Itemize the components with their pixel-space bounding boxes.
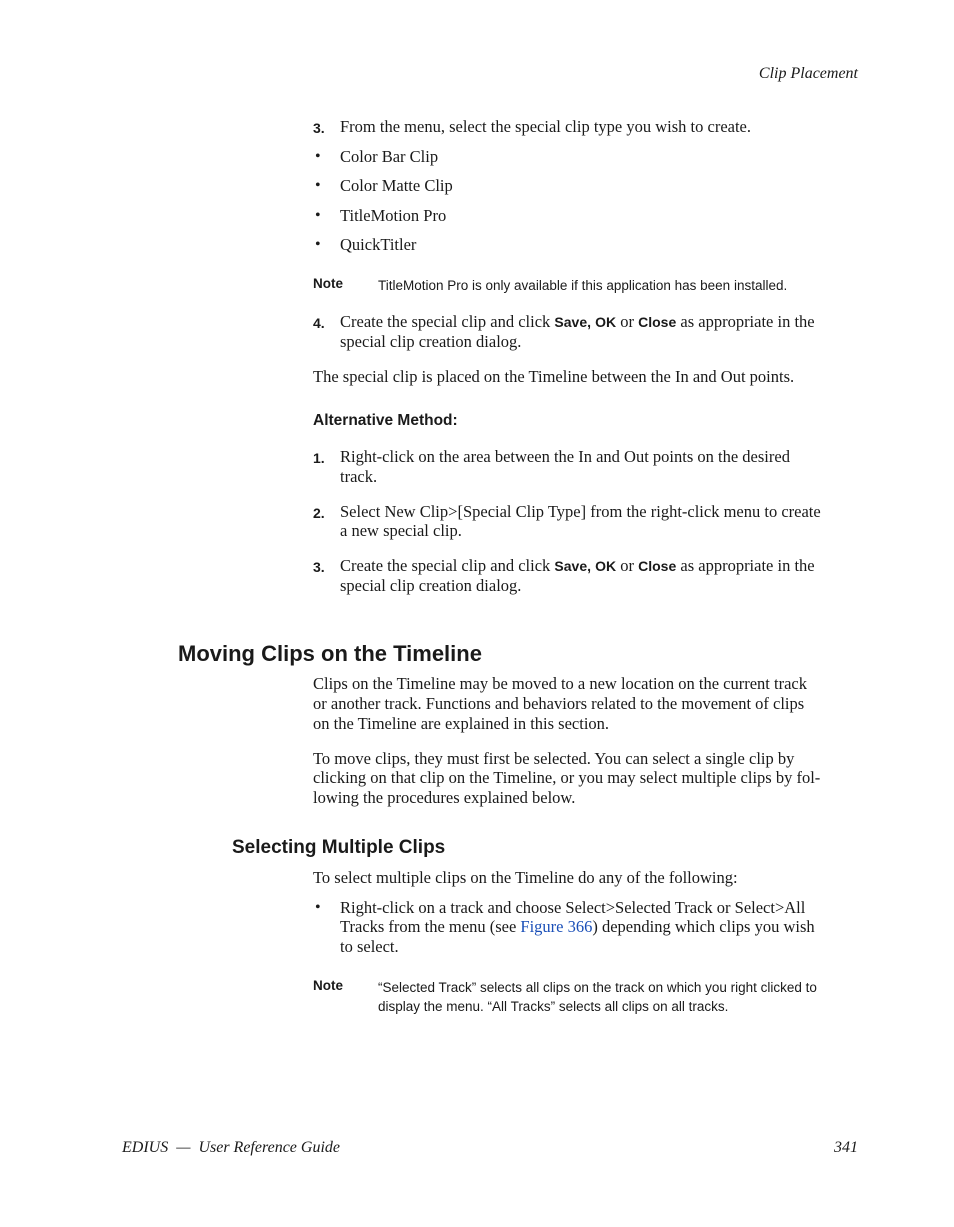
body-line: or another track. Functions and behaviors related to the movement of clips: [313, 694, 805, 713]
step-text-line2: special clip creation dialog.: [340, 332, 522, 351]
body-paragraph: To select multiple clips on the Timeline do any of the following:: [313, 868, 738, 887]
step-text-line2: special clip creation dialog.: [340, 576, 522, 595]
step-text-part: or: [616, 312, 639, 331]
body-line: To move clips, they must first be selected. You can select a single clip by: [313, 749, 795, 768]
step-number: 2.: [313, 505, 325, 521]
running-header: Clip Placement: [758, 65, 858, 82]
step-text: Right-click on the area between the In and Out points on the desired: [340, 447, 790, 466]
list-item-line2: [340, 917, 815, 937]
body-line: lowing the procedures explained below.: [313, 788, 576, 807]
ok-ui-label: OK: [595, 558, 617, 574]
step-number: 4.: [313, 315, 325, 331]
list-item: TitleMotion Pro: [340, 206, 447, 225]
note-label: Note: [313, 276, 343, 291]
list-item: Color Matte Clip: [340, 176, 453, 195]
step-text-part: Create the special clip and click: [340, 556, 555, 575]
step-text-part: or: [616, 556, 639, 575]
page-number: 341: [834, 1139, 858, 1156]
bullet: •: [315, 148, 321, 165]
body-paragraph: The special clip is placed on the Timeline between the In and Out points.: [313, 367, 795, 386]
list-item: QuickTitler: [340, 235, 417, 254]
close-ui-label: Close: [638, 314, 677, 330]
note-text: “Selected Track” selects all clips on the track on which you right clicked to: [378, 980, 817, 995]
note-text-line2: display the menu. “All Tracks” selects all clips on all tracks.: [378, 999, 729, 1014]
step-text: [340, 556, 815, 576]
close-ui-label: Close: [638, 558, 677, 574]
step-text-line2: a new special clip.: [340, 521, 462, 540]
subsection-heading: Selecting Multiple Clips: [232, 837, 446, 858]
list-item: Color Bar Clip: [340, 147, 439, 166]
list-item-part: Tracks from the menu (see: [340, 917, 521, 936]
note-text: TitleMotion Pro is only available if this application has been installed.: [378, 278, 788, 293]
bullet: •: [315, 236, 321, 253]
section-heading: Moving Clips on the Timeline: [178, 641, 482, 666]
ok-ui-label: OK: [595, 314, 617, 330]
bullet: •: [315, 899, 321, 916]
save-ui-label: Save,: [554, 558, 591, 574]
step-number: 3.: [313, 120, 325, 136]
step-text: From the menu, select the special clip type you wish to create.: [340, 117, 752, 136]
note-label: Note: [313, 978, 343, 993]
footer-title: EDIUS — User Reference Guide: [122, 1139, 341, 1156]
body-line: clicking on that clip on the Timeline, or you may select multiple clips by fol-: [313, 768, 821, 787]
step-text-part: Create the special clip and click: [340, 312, 555, 331]
figure-366-link[interactable]: Figure 366: [520, 917, 593, 936]
list-item-part: ) depending which clips you wish: [592, 917, 815, 936]
body-line: Clips on the Timeline may be moved to a new location on the current track: [313, 674, 807, 693]
save-ui-label: Save,: [554, 314, 591, 330]
step-text: [340, 312, 815, 332]
body-line: on the Timeline are explained in this section.: [313, 714, 610, 733]
bullet: •: [315, 207, 321, 224]
step-number: 1.: [313, 450, 325, 466]
step-number: 3.: [313, 559, 325, 575]
bullet: •: [315, 177, 321, 194]
subheading-alternative-method: Alternative Method:: [313, 412, 458, 429]
step-text-part: as appropriate in the: [676, 312, 815, 331]
step-text-line2: track.: [340, 467, 378, 486]
list-item-line3: to select.: [340, 937, 399, 956]
step-text-part: as appropriate in the: [676, 556, 815, 575]
list-item: Right-click on a track and choose Select>Selected Track or Select>All: [340, 898, 806, 917]
step-text: Select New Clip>[Special Clip Type] from the right-click menu to create: [340, 502, 821, 521]
